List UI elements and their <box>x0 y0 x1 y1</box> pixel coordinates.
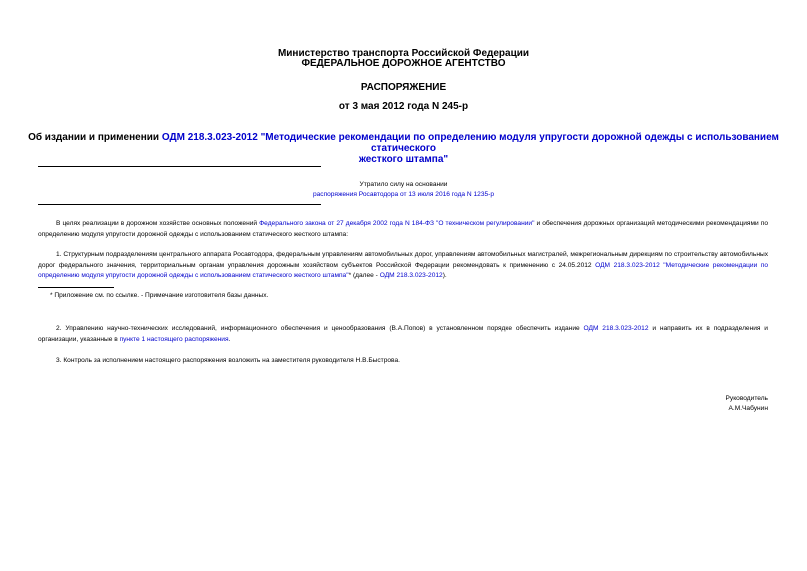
item-1-mid: * (далее - <box>348 272 380 279</box>
title-prefix: Об издании и применении <box>28 132 162 143</box>
footnote-divider <box>38 287 114 288</box>
item-1-text: 1. Структурным подразделениям центрального аппарата Росавтодора, федеральным управлениям автомобильных дорог, управлениям автомобильных магистралей, межрегиональным дирекциям по строительству автомобильных дорог федерального значения, территориальным органам управления дорожным хозяйством субъектов Российской Федерации рекомендовать к применению с 24.05.2012 <box>38 251 768 269</box>
status-note: Утратило силу на основании <box>359 181 448 188</box>
status-repeal-link[interactable]: распоряжения Росавтодора от 13 июля 2016 года N 1235-р <box>312 191 495 198</box>
item-1-standard-short-link[interactable]: ОДМ 218.3.023-2012 <box>379 272 443 279</box>
ministry-name: Министерство транспорта Российской Федерации <box>277 48 530 59</box>
footnote: * Приложение см. по ссылке. - Примечание изготовителя базы данных. <box>50 292 269 299</box>
preamble-text-2: и обеспечения дорожных организаций методическими рекомендациями по определению модуля упругости дорожной одежды с использованием статического жесткого штампа: <box>38 220 768 238</box>
signature-role: Руководитель <box>725 395 768 402</box>
item-2-end: . <box>228 335 231 343</box>
item-2-paragraph <box>38 324 768 345</box>
item-2-mid: и направить их в подразделения и организации, указанные в <box>38 325 768 343</box>
signature-name: А.М.Чабунин <box>728 405 768 412</box>
item-3-paragraph: 3. Контроль за исполнением настоящего распоряжения возложить на заместителя руководителя Н.В.Быстрова. <box>56 357 400 364</box>
agency-name: ФЕДЕРАЛЬНОЕ ДОРОЖНОЕ АГЕНТСТВО <box>301 58 506 69</box>
item-2-standard-link[interactable]: ОДМ 218.3.023-2012 <box>583 325 649 332</box>
item-2-text: 2. Управлению научно-технических исследований, информационного обеспечения и ценообразования (В.А.Попов) в установленном порядке обеспечить издание <box>56 325 584 332</box>
divider-bottom <box>38 204 321 205</box>
item-2-point-link[interactable]: пункте 1 настоящего распоряжения <box>119 335 229 343</box>
document-type: РАСПОРЯЖЕНИЕ <box>360 82 447 93</box>
divider-top <box>38 166 321 167</box>
title-standard-link-continued[interactable]: жесткого штампа" <box>358 154 449 165</box>
item-1-end: ). <box>442 272 447 279</box>
item-1-paragraph <box>38 250 768 282</box>
preamble-text-1: В целях реализации в дорожном хозяйстве основных положений <box>56 220 260 227</box>
item-1-standard-link[interactable]: ОДМ 218.3.023-2012 "Методические рекомендации по определению модуля упругости дорожной одежды с использованием статического жесткого штампа" <box>38 261 769 279</box>
federal-law-link[interactable]: Федерального закона от 27 декабря 2002 года N 184-ФЗ "О техническом регулировании" <box>259 220 535 227</box>
title-standard-link[interactable]: ОДМ 218.3.023-2012 "Методические рекомендации по определению модуля упругости дорожной одежды с использованием статического <box>161 132 779 154</box>
preamble-paragraph <box>38 219 768 240</box>
document-date: от 3 мая 2012 года N 245-р <box>338 101 469 112</box>
document-title <box>0 132 807 165</box>
